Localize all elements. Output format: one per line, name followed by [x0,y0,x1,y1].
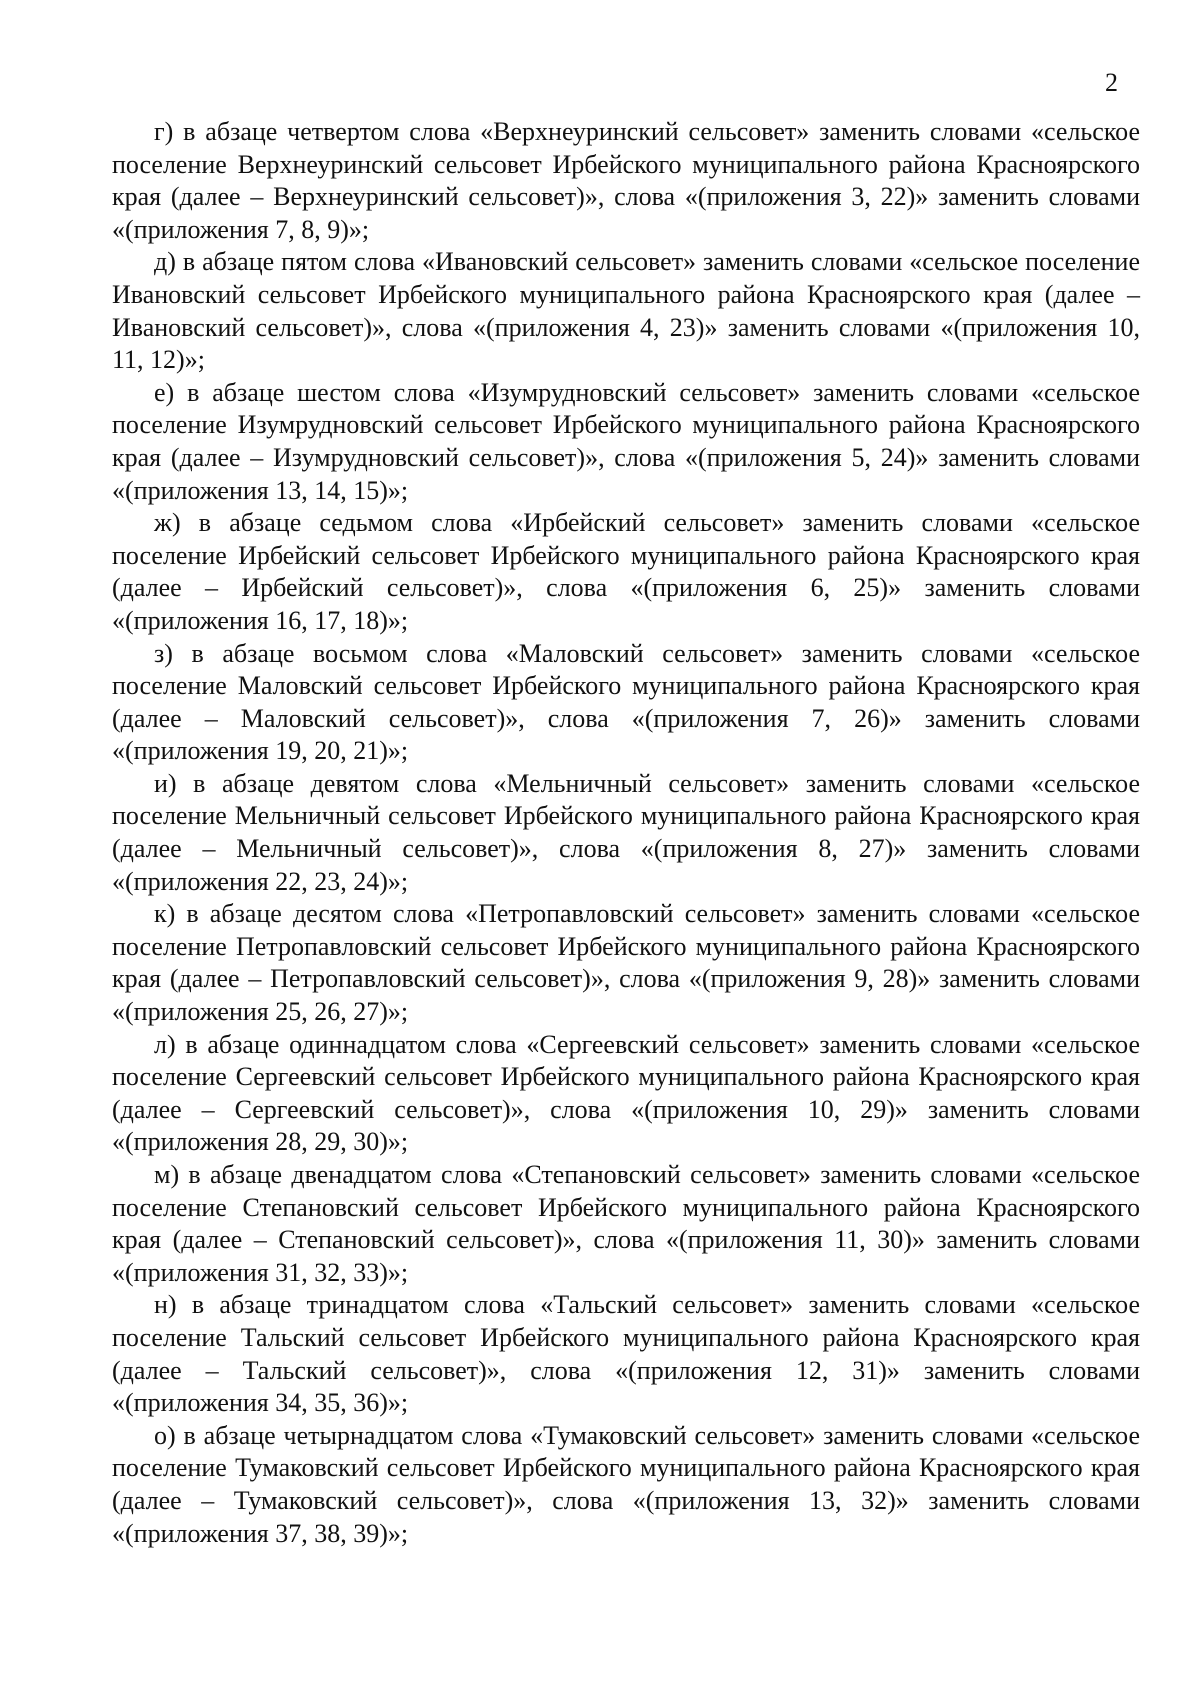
paragraph-n: н) в абзаце тринадцатом слова «Тальский сельсовет» заменить словами «сельское поселение Тальский сельсовет Ирбейского муниципального района Красноярского края (далее – Тальский сельсовет)», слова «(приложения 12, 31)» заменить словами «(приложения 34, 35, 36)»; [112,1290,1140,1418]
paragraph-i: и) в абзаце девятом слова «Мельничный сельсовет» заменить словами «сельское поселение Мельничный сельсовет Ирбейского муниципального района Красноярского края (далее – Мельничный сельсовет)», слова «(приложения 8, 27)» заменить словами «(приложения 22, 23, 24)»; [112,768,1140,896]
document-body [112,116,1140,1550]
paragraph-o: о) в абзаце четырнадцатом слова «Тумаковский сельсовет» заменить словами «сельское поселение Тумаковский сельсовет Ирбейского муниципального района Красноярского края (далее – Тумаковский сельсовет)», слова «(приложения 13, 32)» заменить словами «(приложения 37, 38, 39)»; [112,1420,1140,1548]
page-number: 2 [1105,68,1118,97]
paragraph-l: л) в абзаце одиннадцатом слова «Сергеевский сельсовет» заменить словами «сельское поселение Сергеевский сельсовет Ирбейского муниципального района Красноярского края (далее – Сергеевский сельсовет)», слова «(приложения 10, 29)» заменить словами «(приложения 28, 29, 30)»; [112,1029,1140,1157]
paragraph-zh: ж) в абзаце седьмом слова «Ирбейский сельсовет» заменить словами «сельское поселение Ирбейский сельсовет Ирбейского муниципального района Красноярского края (далее – Ирбейский сельсовет)», слова «(приложения 6, 25)» заменить словами «(приложения 16, 17, 18)»; [112,508,1140,635]
paragraph-m: м) в абзаце двенадцатом слова «Степановский сельсовет» заменить словами «сельское поселение Степановский сельсовет Ирбейского муниципального района Красноярского края (далее – Степановский сельсовет)», слова «(приложения 11, 30)» заменить словами «(приложения 31, 32, 33)»; [112,1160,1140,1287]
paragraph-g: г) в абзаце четвертом слова «Верхнеуринский сельсовет» заменить словами «сельское поселение Верхнеуринский сельсовет Ирбейского муниципального района Красноярского края (далее – Верхнеуринский сельсовет)», слова «(приложения 3, 22)» заменить словами «(приложения 7, 8, 9)»; [112,117,1140,244]
paragraph-k: к) в абзаце десятом слова «Петропавловский сельсовет» заменить словами «сельское поселение Петропавловский сельсовет Ирбейского муниципального района Красноярского края (далее – Петропавловский сельсовет)», слова «(приложения 9, 28)» заменить словами «(приложения 25, 26, 27)»; [112,899,1140,1027]
paragraph-z: з) в абзаце восьмом слова «Маловский сельсовет» заменить словами «сельское поселение Маловский сельсовет Ирбейского муниципального района Красноярского края (далее – Маловский сельсовет)», слова «(приложения 7, 26)» заменить словами «(приложения 19, 20, 21)»; [112,638,1140,766]
paragraph-e: е) в абзаце шестом слова «Изумрудновский сельсовет» заменить словами «сельское поселение Изумрудновский сельсовет Ирбейского муниципального района Красноярского края (далее – Изумрудновский сельсовет)», слова «(приложения 5, 24)» заменить словами «(приложения 13, 14, 15)»; [112,377,1140,505]
paragraph-d: д) в абзаце пятом слова «Ивановский сельсовет» заменить словами «сельское поселение Ивановский сельсовет Ирбейского муниципального района Красноярского края (далее – Ивановский сельсовет)», слова «(приложения 4, 23)» заменить словами «(приложения 10, 11, 12)»; [112,247,1140,375]
